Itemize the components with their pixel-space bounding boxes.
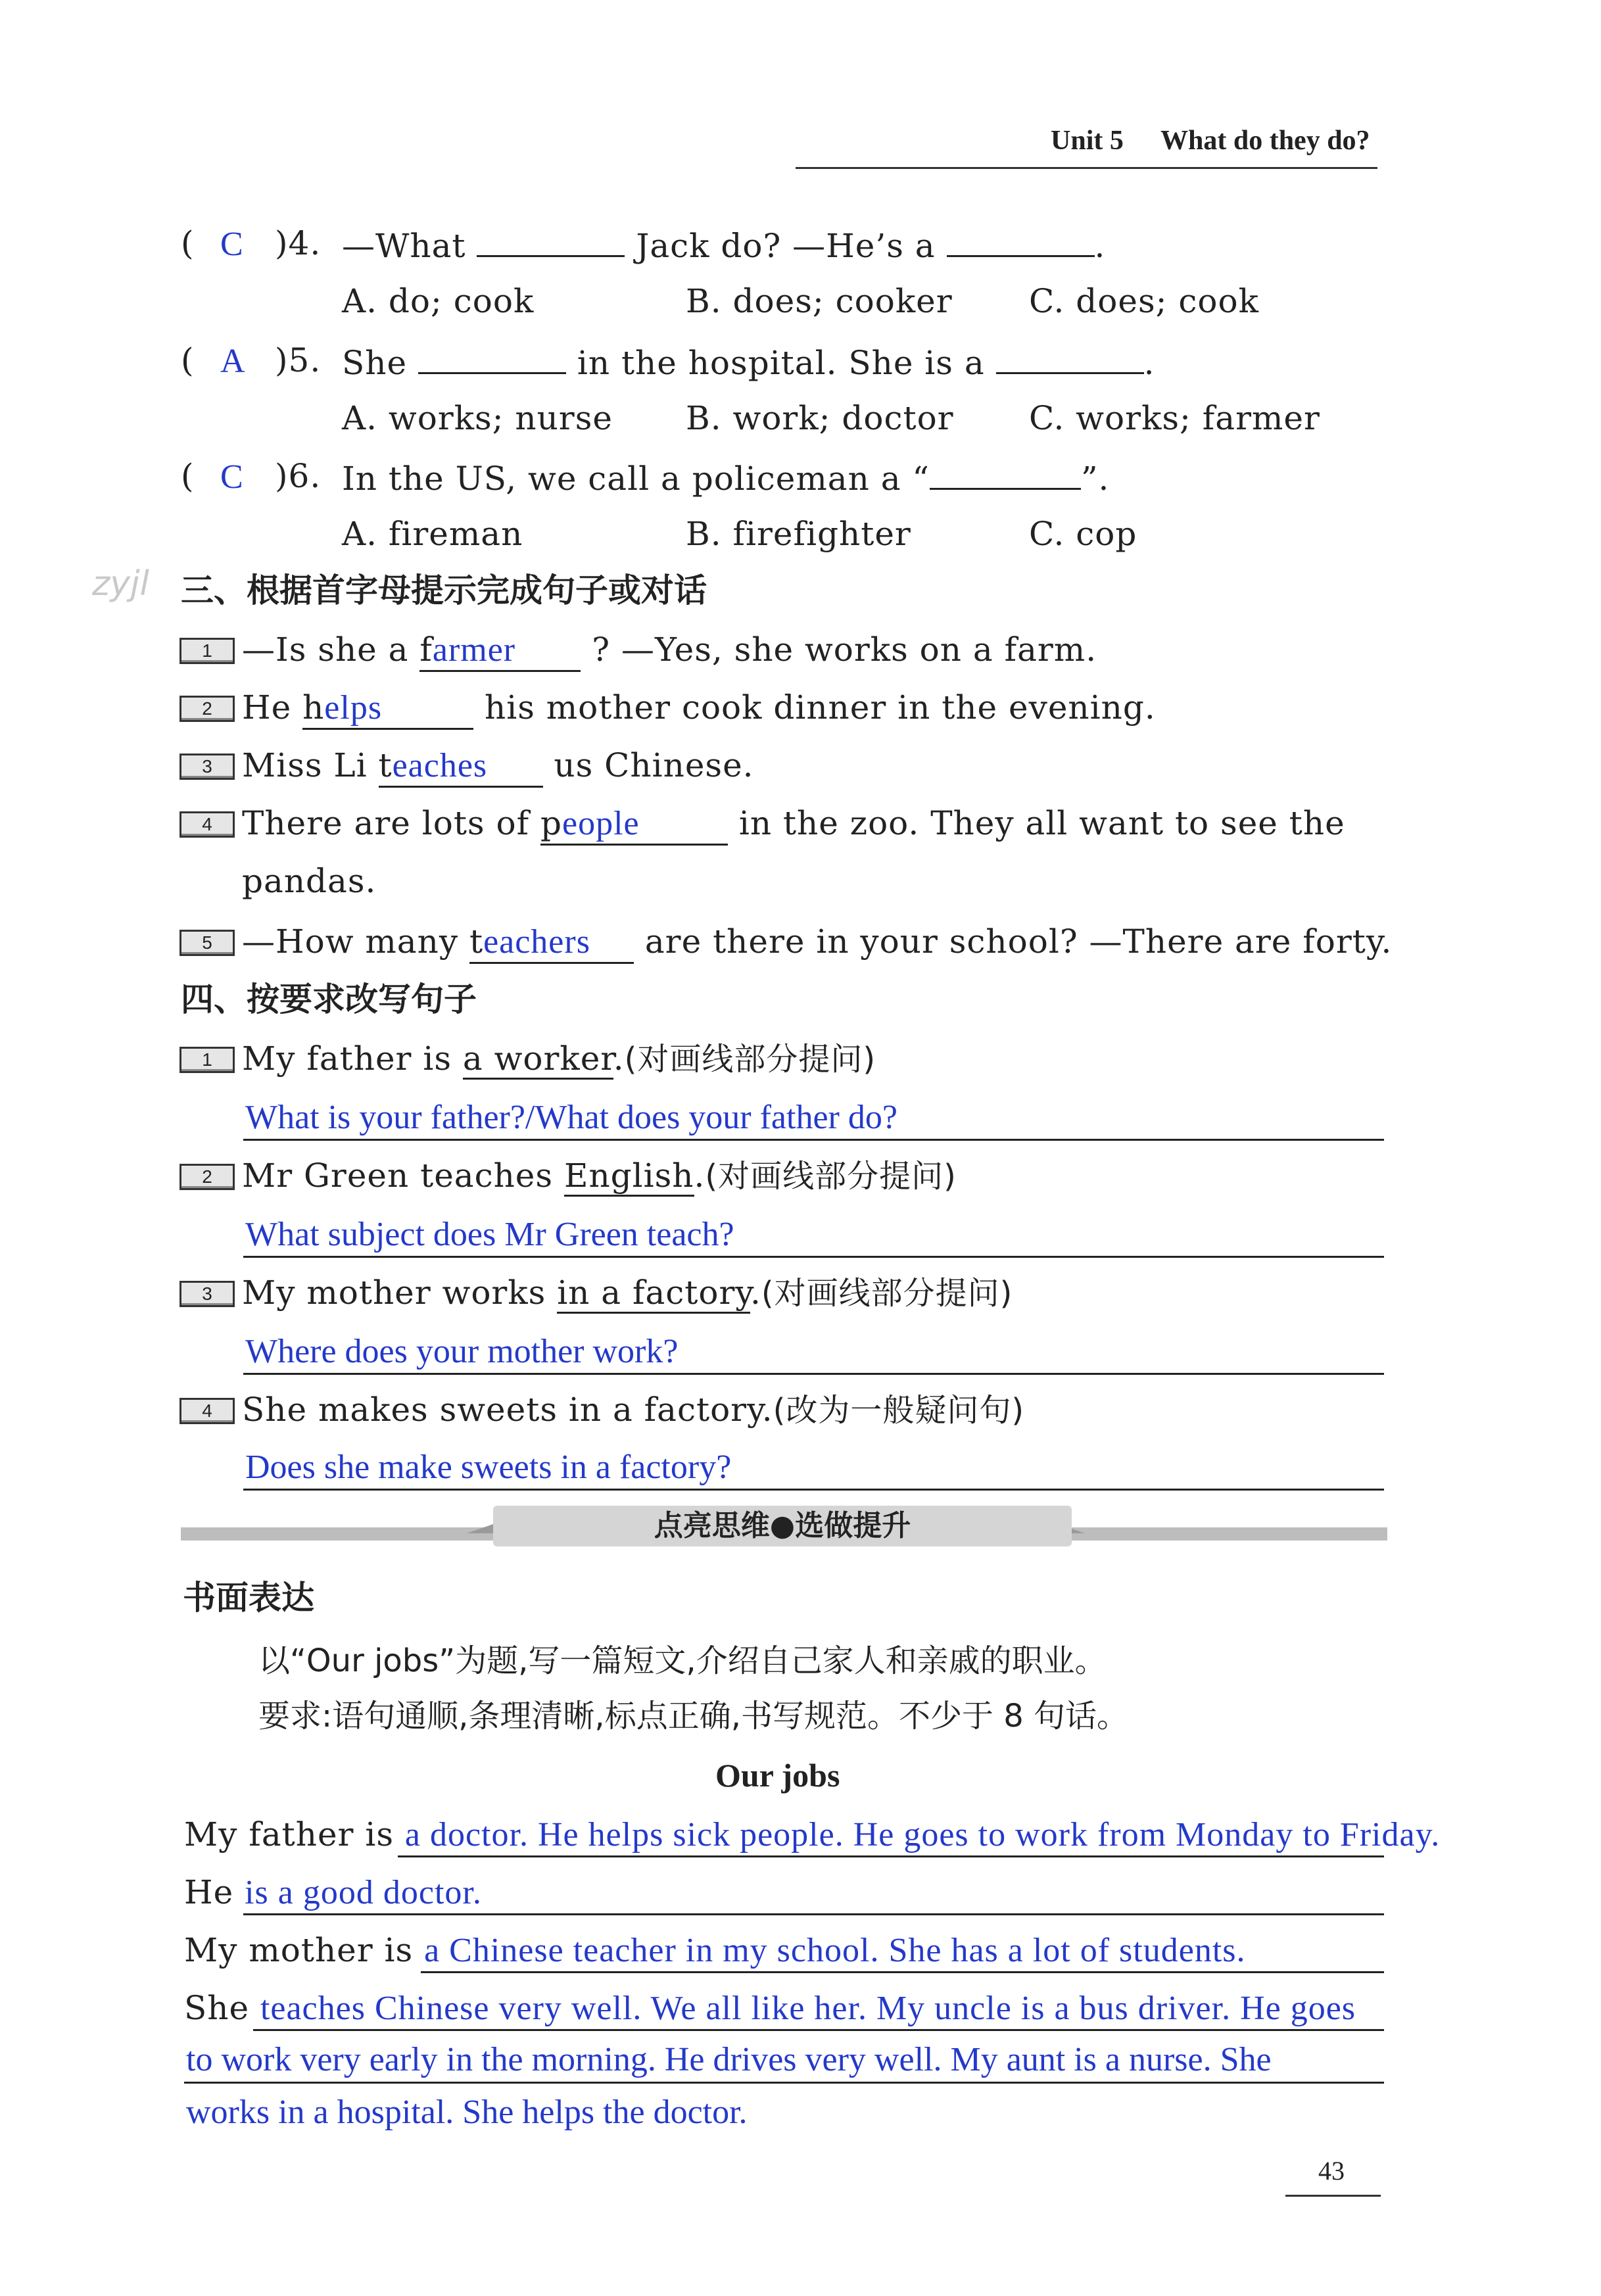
- item-number: 4: [179, 1398, 235, 1424]
- answer-blank: [930, 456, 1081, 490]
- essay-line-1: [184, 1815, 1440, 1855]
- answer-blank: [418, 341, 566, 374]
- underlined-part: English: [564, 1157, 694, 1197]
- rewrite-sentence-3: [242, 1273, 1013, 1313]
- sentence-part: are there in your school? —There are forty.: [644, 922, 1393, 961]
- essay-prompt: My father is: [184, 1815, 394, 1854]
- essay-prompt: My mother is: [184, 1931, 414, 1969]
- essay-line-4: [184, 1988, 1356, 2028]
- question-text: [342, 224, 1105, 266]
- paren-open: (: [181, 457, 195, 495]
- choice-answer: A: [220, 343, 245, 380]
- answer-line: [243, 1373, 1384, 1375]
- question-text: [342, 341, 1155, 383]
- paren-open: (: [181, 341, 195, 379]
- item-number: 4: [179, 811, 235, 838]
- question-number: )4.: [275, 224, 322, 262]
- essay-line: [243, 1913, 1384, 1915]
- question-part: In the US, we call a policeman a “: [342, 460, 930, 498]
- option-c: C. does; cook: [1029, 282, 1259, 320]
- option-a: A. do; cook: [342, 282, 535, 320]
- essay-line-2: [184, 1873, 482, 1913]
- question-part: .: [1143, 344, 1155, 382]
- instruction-note: (改为一般疑问句): [773, 1392, 1025, 1429]
- sentence-part: She makes sweets in a factory.: [242, 1391, 773, 1429]
- answer-line: [243, 1256, 1384, 1258]
- question-part: —What: [342, 227, 466, 265]
- sentence-part: He: [242, 688, 303, 727]
- fill-answer: eachers: [483, 923, 590, 961]
- fill-sentence-3: [242, 746, 754, 788]
- item-number: 3: [179, 1281, 235, 1307]
- header-unit: Unit 5: [1051, 126, 1124, 156]
- item-number: 3: [179, 753, 235, 780]
- sentence-part: his mother cook dinner in the evening.: [485, 688, 1156, 727]
- fill-blank: [469, 922, 634, 964]
- rewrite-sentence-2: [242, 1156, 957, 1196]
- essay-line-3: [184, 1930, 1246, 1971]
- sentence-part: —How many: [242, 922, 469, 961]
- essay-answer: teaches Chinese very well. We all like her. My uncle is a bus driver. He goes: [260, 1990, 1356, 2027]
- sentence-part: in the zoo. They all want to see the: [738, 804, 1345, 842]
- choice-answer: C: [220, 458, 243, 496]
- instruction-note: (对画线部分提问): [705, 1158, 957, 1195]
- essay-line-6: works in a hospital. She helps the doctor.: [186, 2093, 748, 2131]
- section-4-title: 四、按要求改写句子: [181, 980, 477, 1018]
- essay-answer: a doctor. He helps sick people. He goes to work from Monday to Friday.: [404, 1816, 1441, 1854]
- section-3-title: 三、根据首字母提示完成句子或对话: [181, 571, 707, 610]
- sentence-part: .: [750, 1274, 761, 1312]
- initial-letter: f: [419, 631, 433, 669]
- fill-sentence-5: [242, 922, 1392, 964]
- writing-instruction-2: 要求:语句通顺,条理清晰,标点正确,书写规范。不少于 8 句话。: [258, 1698, 1129, 1734]
- option-a: A. fireman: [342, 515, 523, 553]
- essay-prompt: He: [184, 1873, 234, 1911]
- sentence-part: ? —Yes, she works on a farm.: [592, 631, 1097, 669]
- paren-open: (: [181, 224, 195, 262]
- fill-sentence-2: [242, 688, 1156, 730]
- instruction-note: (对画线部分提问): [624, 1041, 876, 1078]
- fill-blank: [379, 746, 543, 788]
- fill-sentence-4: [242, 803, 1345, 846]
- essay-line-5: to work very early in the morning. He drives very well. My aunt is a nurse. She: [186, 2041, 1272, 2078]
- initial-letter: t: [469, 922, 484, 961]
- banner-title: 点亮思维●选做提升: [493, 1506, 1072, 1546]
- option-b: B. work; doctor: [686, 399, 954, 437]
- essay-line: [184, 2082, 1384, 2084]
- item-number: 1: [179, 1047, 235, 1073]
- header-title: What do they do?: [1160, 126, 1370, 156]
- rewrite-sentence-4: [242, 1390, 1024, 1430]
- fill-answer: eople: [562, 805, 640, 842]
- sentence-part: There are lots of: [242, 804, 540, 842]
- fill-answer: elps: [324, 689, 383, 727]
- underlined-part: in a factory: [557, 1274, 750, 1314]
- option-c: C. cop: [1029, 515, 1137, 553]
- fill-answer: eaches: [392, 747, 488, 784]
- rewrite-answer: What subject does Mr Green teach?: [245, 1216, 734, 1253]
- sentence-part: us Chinese.: [554, 746, 754, 784]
- answer-blank: [947, 224, 1095, 257]
- option-b: B. does; cooker: [686, 282, 953, 320]
- essay-line: [398, 1855, 1384, 1857]
- sentence-part: .: [613, 1040, 625, 1078]
- essay-answer: is a good doctor.: [245, 1874, 482, 1911]
- page-number: 43: [1318, 2156, 1345, 2186]
- sentence-part: Mr Green teaches: [242, 1157, 564, 1195]
- writing-title: 书面表达: [183, 1579, 314, 1617]
- option-c: C. works; farmer: [1029, 399, 1320, 437]
- instruction-note: (对画线部分提问): [761, 1275, 1013, 1312]
- question-number: )6.: [275, 457, 322, 495]
- choice-answer: C: [220, 226, 243, 263]
- fill-answer: armer: [432, 631, 516, 669]
- sentence-part: Miss Li: [242, 746, 379, 784]
- fill-blank: [540, 803, 728, 846]
- writing-instruction-1: 以“Our jobs”为题,写一篇短文,介绍自己家人和亲戚的职业。: [258, 1642, 1107, 1679]
- option-b: B. firefighter: [686, 515, 911, 553]
- question-part: She: [342, 344, 408, 382]
- fill-blank: [419, 630, 581, 672]
- rewrite-answer: Does she make sweets in a factory?: [245, 1448, 732, 1486]
- sentence-part: My mother works: [242, 1274, 558, 1312]
- essay-line: [253, 2029, 1384, 2031]
- answer-line: [243, 1139, 1384, 1141]
- fill-sentence-4-continued: pandas.: [242, 862, 377, 900]
- rewrite-sentence-1: [242, 1039, 876, 1079]
- sentence-part: .: [694, 1157, 705, 1195]
- essay-prompt: She: [184, 1989, 250, 2027]
- header-rule: [796, 167, 1377, 169]
- answer-blank: [477, 224, 625, 257]
- initial-letter: h: [302, 688, 325, 727]
- question-part: in the hospital. She is a: [577, 344, 985, 382]
- rewrite-answer: Where does your mother work?: [245, 1333, 679, 1370]
- question-part: .: [1094, 227, 1106, 265]
- answer-blank: [996, 341, 1144, 374]
- underlined-part: a worker: [463, 1040, 613, 1080]
- initial-letter: t: [378, 746, 393, 784]
- item-number: 2: [179, 696, 235, 722]
- question-text: [342, 456, 1109, 498]
- option-a: A. works; nurse: [342, 399, 613, 437]
- page-number-rule: [1285, 2195, 1381, 2197]
- essay-title: Our jobs: [715, 1757, 840, 1794]
- fill-sentence-1: [242, 630, 1097, 672]
- fill-blank: [302, 688, 473, 730]
- item-number: 1: [179, 638, 235, 664]
- item-number: 5: [179, 930, 235, 956]
- item-number: 2: [179, 1164, 235, 1190]
- watermark: zyjl: [92, 564, 149, 604]
- sentence-part: —Is she a: [242, 631, 420, 669]
- answer-line: [243, 1489, 1384, 1491]
- essay-line: [421, 1971, 1384, 1973]
- initial-letter: p: [540, 804, 562, 842]
- question-part: ”.: [1080, 460, 1110, 498]
- essay-answer: a Chinese teacher in my school. She has a lot of students.: [424, 1932, 1246, 1969]
- question-part: Jack do? —He’s a: [636, 227, 936, 265]
- sentence-part: My father is: [242, 1040, 463, 1078]
- rewrite-answer: What is your father?/What does your father do?: [245, 1099, 897, 1136]
- question-number: )5.: [275, 341, 322, 379]
